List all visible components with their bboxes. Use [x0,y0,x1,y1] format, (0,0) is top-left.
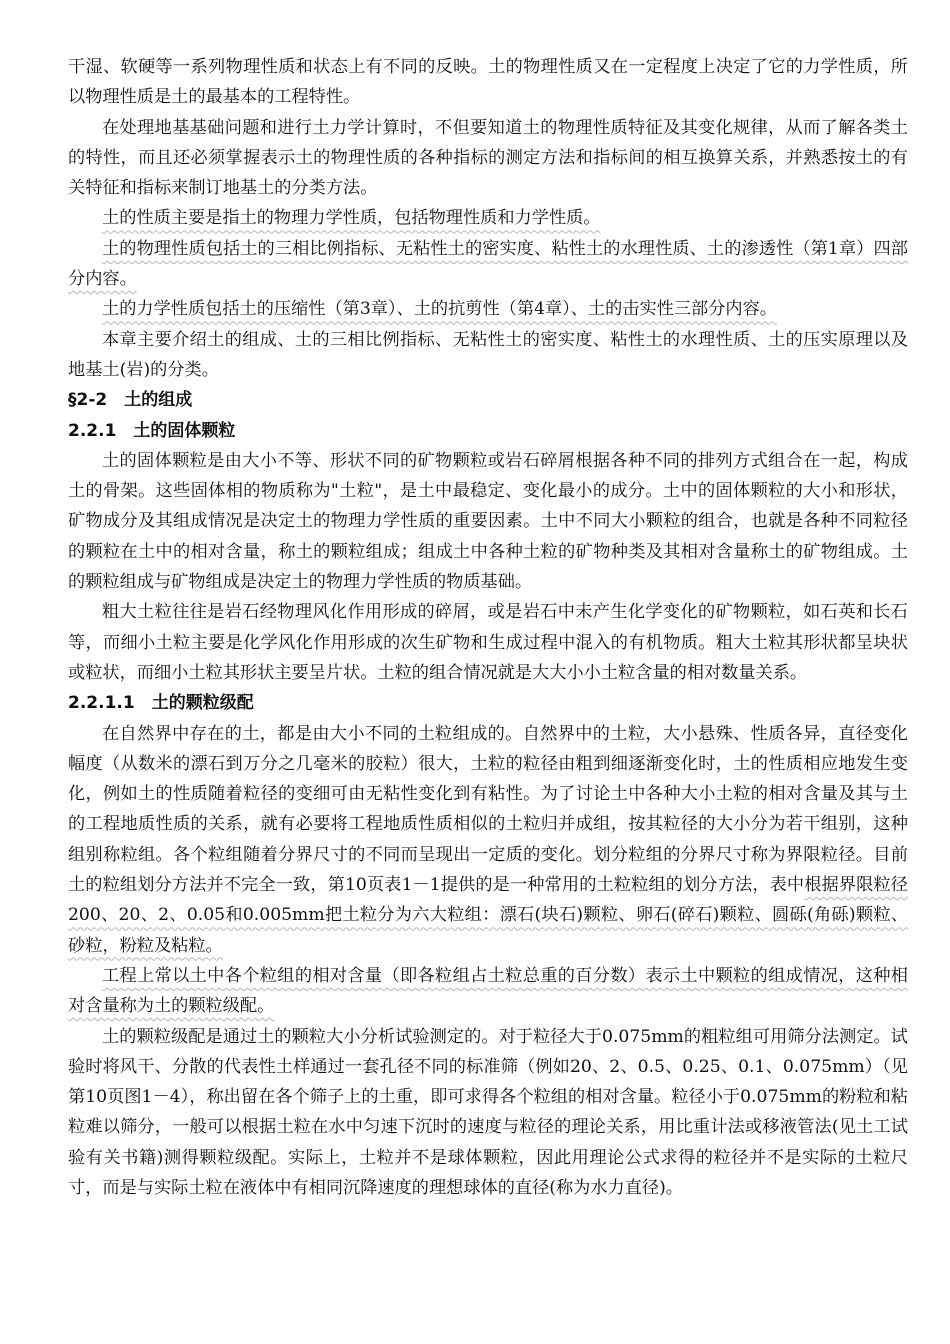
paragraph: 土的颗粒级配是通过土的颗粒大小分析试验测定的。对于粒径大于0.075mm的粗粒组可用筛分法测定。试验时将风干、分散的代表性土样通过一套孔径不同的标准筛（例如20、2、0.5、0.25、0.1、0.075mm）（见第10页图1－4），称出留在各个筛子上的土重，即可求得各个粒组的相对含量。粒径小于0.075mm的粉粒和粘粒难以筛分，一般可以根据土粒在水中匀速下沉时的速度与粒径的理论关系，用比重计法或移液管法(见土工试验有关书籍)测得颗粒级配。实际上，土粒并不是球体颗粒，因此用理论公式求得的粒径并不是实际的土粒尺寸，而是与实际土粒在液体中有相同沉降速度的理想球体的直径(称为水力直径)。 [68,1026,908,1198]
paragraph-highlighted [68,294,908,324]
wavy-underlined-text: 工程上常以土中各个粒组的相对含量（即各粒组占土粒总重的百分数）表示土中颗粒的组成情况，这种相对含量称为土的颗粒级配。 [68,965,908,1017]
paragraph [68,719,908,961]
wavy-underlined-text: 土的性质主要是指土的物理力学性质，包括物理性质和力学性质。 [102,208,601,229]
paragraph: 本章主要介绍土的组成、土的三相比例指标、无粘性土的密实度、粘性土的水理性质、土的压实原理以及地基土(岩)的分类。 [68,329,908,380]
paragraph-highlighted [68,234,908,295]
subsubsection-heading: 2.2.1.1 土的颗粒级配 [68,693,254,714]
paragraph: 在处理地基基础问题和进行土力学计算时，不但要知道土的物理性质特征及其变化规律，从而了解各类土的特性，而且还必须掌握表示土的物理性质的各种指标的测定方法和指标间的相互换算关系，并熟悉按土的有关特征和指标来制订地基土的分类方法。 [68,117,908,199]
paragraph-text: 在自然界中存在的土，都是由大小不同的土粒组成的。自然界中的土粒，大小悬殊、性质各异，直径变化幅度（从数米的漂石到万分之几毫米的胶粒）很大，土粒的粒径由粗到细逐渐变化时，土的性质相应地发生变化，例如土的性质随着粒径的变细可由无粘性变化到有粘性。为了讨论土中各种大小土粒的相对含量及其与土的工程地质性质的关系，就有必要将工程地质性质相似的土粒归并成组，按其粒径的大小分为若干组别，这种组别称粒组。各个粒组随着分界尺寸的不同而呈现出一定质的变化。划分粒组的分界尺寸称为界限粒径。目前土的粒组划分方法并不完全一致，第10页表1－1提供的是一种常用的土粒粒组的划分方法，表中 [68,723,908,896]
section-heading: §2-2 土的组成 [68,390,193,411]
paragraph-highlighted [68,961,908,1022]
wavy-underlined-text: 土的物理性质包括土的三相比例指标、无粘性土的密实度、粘性土的水理性质、土的渗透性（第1章）四部分内容。 [68,238,908,290]
paragraph-highlighted [68,203,908,233]
wavy-underlined-text: 土的力学性质包括土的压缩性（第3章）、土的抗剪性（第4章）、土的击实性三部分内容。 [102,299,777,320]
paragraph: 土的固体颗粒是由大小不等、形状不同的矿物颗粒或岩石碎屑根据各种不同的排列方式组合在一起，构成土的骨架。这些固体相的物质称为"土粒"，是土中最稳定、变化最小的成分。土中的固体颗粒的大小和形状，矿物成分及其组成情况是决定土的物理力学性质的重要因素。土中不同大小颗粒的组合，也就是各种不同粒径的颗粒在土中的相对含量，称土的颗粒组成；组成土中各种土粒的矿物种类及其相对含量称土的矿物组成。土的颗粒组成与矿物组成是决定土的物理力学性质的物质基础。 [68,450,908,593]
subsection-heading: 2.2.1 土的固体颗粒 [68,420,236,441]
document-page [68,52,908,1203]
paragraph: 粗大土粒往往是岩石经物理风化作用形成的碎屑，或是岩石中未产生化学变化的矿物颗粒，如石英和长石等，而细小土粒主要是化学风化作用形成的次生矿物和生成过程中混入的有机物质。粗大土粒其形状都呈块状或粒状，而细小土粒其形状主要呈片状。土粒的组合情况就是大大小小土粒含量的相对数量关系。 [68,602,908,683]
wavy-underlined-text: 根据界限粒径200、20、2、0.05和0.005mm把土粒分为六大粒组：漂石(块石)颗粒、卵石(碎石)颗粒、圆砾(角砾)颗粒、砂粒，粉粒及粘粒。 [68,875,908,956]
paragraph: 干湿、软硬等一系列物理性质和状态上有不同的反映。土的物理性质又在一定程度上决定了它的力学性质，所以物理性质是土的最基本的工程特性。 [68,57,908,108]
